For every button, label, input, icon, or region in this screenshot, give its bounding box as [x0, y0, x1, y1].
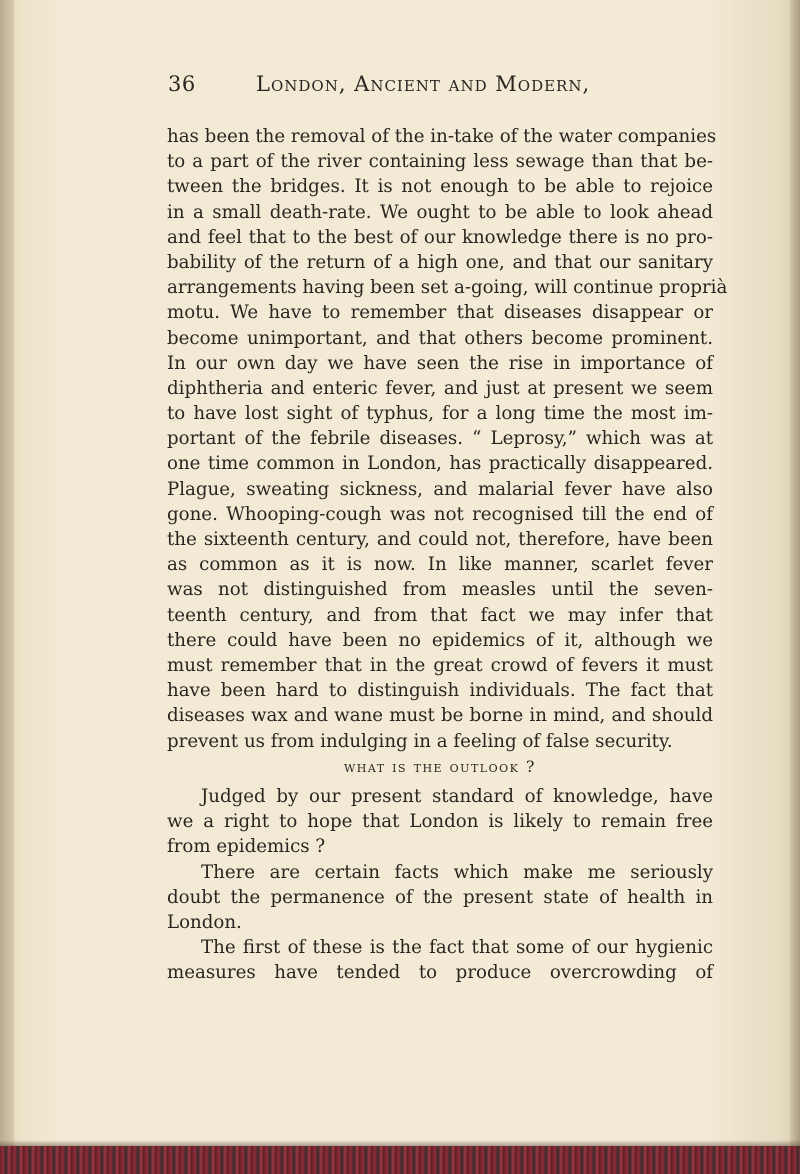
paragraph-4: [167, 935, 713, 985]
text-line: measures have tended to produce overcrowding of: [167, 962, 713, 984]
text-line: the sixteenth century, and could not, therefore, have been: [167, 529, 713, 550]
text-line: must remember that in the great crowd of fevers it must: [167, 654, 713, 676]
section-heading: what is the outlook ?: [343, 757, 537, 776]
lower-text: [167, 784, 713, 986]
text-line: arrangements having been set a-going, will continue proprià: [167, 277, 728, 299]
text-line: portant of the febrile diseases. “ Leprosy,” which was at: [167, 428, 713, 450]
text-line: from epidemics ?: [167, 836, 326, 858]
text-line: Judged by our present standard of knowledge, have: [201, 786, 713, 807]
page-gutter: [0, 0, 14, 1174]
paragraph-1: [167, 124, 728, 754]
text-line: motu. We have to remember that diseases disappear or: [167, 302, 713, 324]
text-line: The first of these is the fact that some of our hygienic: [201, 937, 713, 959]
text-line: become unimportant, and that others become prominent.: [167, 327, 713, 349]
text-line: tween the bridges. It is not enough to be able to rejoice: [167, 176, 713, 198]
text-line: as common as it is now. In like manner, scarlet fever: [167, 554, 713, 576]
text-line: and feel that to the best of our knowledge there is no pro-: [167, 226, 713, 248]
running-title: London, Ancient and Modern,: [256, 72, 591, 96]
text-line: In our own day we have seen the rise in importance of: [167, 352, 713, 374]
text-line: has been the removal of the in-take of the water companies: [167, 126, 717, 147]
text-line: have been hard to distinguish individuals. The fact that: [167, 680, 713, 702]
text-line: There are certain facts which make me seriously: [201, 861, 713, 883]
text-line: prevent us from indulging in a feeling of false security.: [167, 730, 673, 752]
text-line: was not distinguished from measles until the seven-: [167, 579, 713, 601]
body-text: [167, 124, 728, 984]
text-line: to a part of the river containing less sewage than that be-: [167, 151, 713, 173]
text-line: Plague, sweating sickness, and malarial fever have also: [167, 478, 713, 500]
text-line: diphtheria and enteric fever, and just at present we seem: [167, 377, 713, 399]
running-header: [168, 72, 648, 108]
text-line: teenth century, and from that fact we may infer that: [167, 604, 713, 626]
page-number: 36: [168, 72, 196, 96]
text-line: gone. Whooping-cough was not recognised till the end of: [167, 503, 713, 525]
text-line: bability of the return of a high one, and that our sanitary: [167, 251, 713, 273]
marbled-edge: [0, 1146, 800, 1174]
text-line: to have lost sight of typhus, for a long time the most im-: [167, 403, 713, 425]
text-line: London.: [167, 911, 242, 933]
text-line: doubt the permanence of the present state of health in: [167, 886, 713, 908]
paragraph-2: [167, 784, 713, 860]
text-line: there could have been no epidemics of it, although we: [167, 629, 713, 651]
text-line: we a right to hope that London is likely to remain free: [167, 811, 713, 833]
text-line: one time common in London, has practically disappeared.: [167, 453, 713, 475]
page-edge: [790, 0, 800, 1174]
text-line: diseases wax and wane must be borne in mind, and should: [167, 705, 713, 727]
paragraph-3: [167, 860, 713, 936]
text-line: in a small death-rate. We ought to be able to look ahead: [167, 201, 713, 223]
